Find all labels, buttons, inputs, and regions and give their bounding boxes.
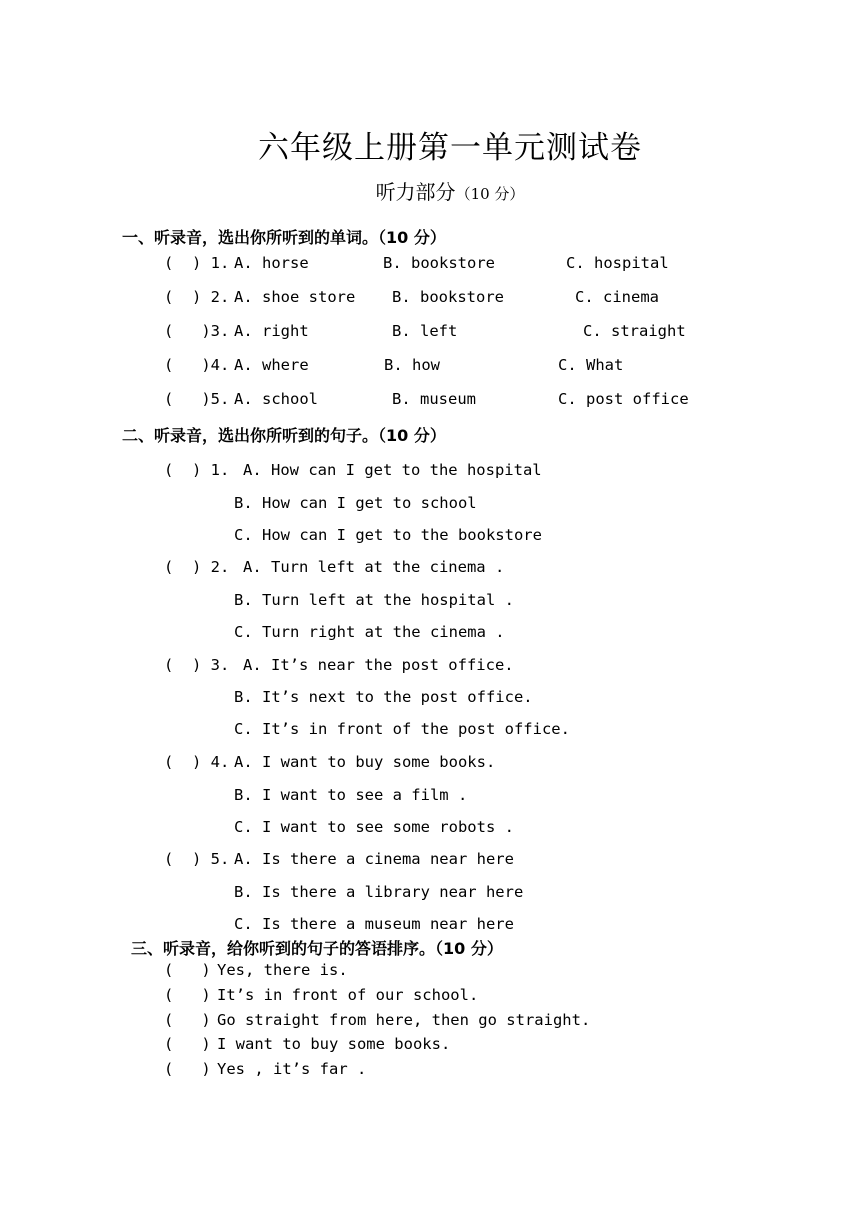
question-number: ( )5.: [164, 390, 230, 408]
option-a: A. I want to buy some books.: [234, 753, 496, 771]
answer-blank: ( ): [164, 1060, 211, 1078]
question-number: ( ) 5.: [164, 850, 230, 868]
option-a: A. How can I get to the hospital: [243, 461, 542, 479]
option-b: B. Is there a library near here: [234, 883, 524, 901]
option-c: C. What: [558, 356, 624, 374]
answer-blank: ( ): [164, 1011, 211, 1029]
item-text: I want to buy some books.: [217, 1035, 451, 1053]
section-2-heading: 二、听录音，选出你所听到的句子。（10 分）: [122, 426, 446, 445]
question-number: ( )4.: [164, 356, 230, 374]
subtitle-score: （10 分）: [455, 185, 525, 203]
option-a: A. right: [234, 322, 309, 340]
item-text: Go straight from here, then go straight.: [217, 1011, 591, 1029]
option-c: C. post office: [558, 390, 689, 408]
option-a: A. where: [234, 356, 309, 374]
question-number: ( ) 1.: [164, 461, 230, 479]
answer-blank: ( ): [164, 961, 211, 979]
option-a: A. school: [234, 390, 318, 408]
section-1-heading: 一、听录音，选出你所听到的单词。（10 分）: [122, 228, 446, 247]
option-b: B. bookstore: [383, 254, 495, 272]
option-c: C. I want to see some robots .: [234, 818, 514, 836]
option-b: B. left: [392, 322, 458, 340]
option-a: A. shoe store: [234, 288, 356, 306]
option-b: B. I want to see a film .: [234, 786, 468, 804]
option-b: B. how: [384, 356, 440, 374]
answer-blank: ( ): [164, 986, 211, 1004]
item-text: Yes, there is.: [217, 961, 348, 979]
option-b: B. It’s next to the post office.: [234, 688, 533, 706]
page-subtitle: [0, 176, 860, 205]
page-title: 六年级上册第一单元测试卷: [258, 130, 642, 166]
option-c: C. cinema: [575, 288, 659, 306]
option-b: B. museum: [392, 390, 476, 408]
question-number: ( ) 1.: [164, 254, 230, 272]
option-a: A. It’s near the post office.: [243, 656, 514, 674]
item-text: It’s in front of our school.: [217, 986, 479, 1004]
option-c: C. How can I get to the bookstore: [234, 526, 542, 544]
item-text: Yes , it’s far .: [217, 1060, 367, 1078]
question-number: ( ) 2.: [164, 288, 230, 306]
option-a: A. Is there a cinema near here: [234, 850, 514, 868]
question-number: ( ) 4.: [164, 753, 230, 771]
option-c: C. Is there a museum near here: [234, 915, 514, 933]
section-3-heading: 三、听录音，给你听到的句子的答语排序。（10 分）: [131, 939, 503, 958]
option-c: C. Turn right at the cinema .: [234, 623, 505, 641]
option-b: B. bookstore: [392, 288, 504, 306]
subtitle-text: 听力部分: [375, 180, 456, 204]
question-number: ( ) 2.: [164, 558, 230, 576]
option-b: B. How can I get to school: [234, 494, 477, 512]
answer-blank: ( ): [164, 1035, 211, 1053]
question-number: ( ) 3.: [164, 656, 230, 674]
option-a: A. horse: [234, 254, 309, 272]
option-a: A. Turn left at the cinema .: [243, 558, 505, 576]
question-number: ( )3.: [164, 322, 230, 340]
option-c: C. It’s in front of the post office.: [234, 720, 570, 738]
option-c: C. straight: [583, 322, 686, 340]
option-c: C. hospital: [566, 254, 669, 272]
option-b: B. Turn left at the hospital .: [234, 591, 514, 609]
